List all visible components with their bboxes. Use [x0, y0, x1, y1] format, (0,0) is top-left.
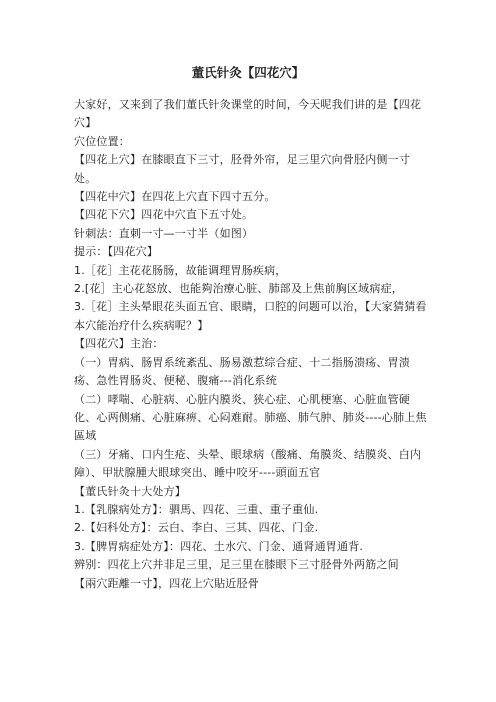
location-heading: 穴位位置：	[74, 134, 130, 148]
distinction-note: 辨别：四花上穴并非足三里，足三里在膝眼下三寸胫骨外两筋之间	[74, 558, 399, 572]
hint-heading: 提示：【四花穴】	[74, 245, 159, 259]
distance-note: 【兩穴距離一寸】，四花上穴貼近胫骨	[74, 576, 259, 590]
needling-method: 针刺法：直刺一寸—一寸半（如图）	[74, 226, 254, 240]
indication-heart-lung: （二）哮喘、心脏病、心脏内膜炎、狭心症、心肌梗塞、心脏血管硬化、心两侧痛、心脏麻痹、心闷难耐。肺癌、肺气肿、肺炎----心肺上焦區域	[74, 392, 427, 443]
middle-point-location: 【四花中穴】在四花上穴直下四寸五分。	[74, 190, 276, 204]
hint-item-2: 2.[花］主心花怒放、也能夠治療心脏、肺部及上焦前胸区域病症，	[74, 282, 403, 296]
prescriptions-heading: 【董氏针灸十大处方】	[74, 484, 186, 498]
lower-point-location: 【四花下穴】四花中穴直下五寸处。	[74, 208, 254, 222]
page-title: 董氏针灸【四花穴】	[191, 65, 305, 80]
hint-item-3: 3.［花］主头晕眼花头面五官、眼睛，口腔的问题可以治，【大家猜猜看本穴能治疗什么疾病呢？】	[74, 300, 427, 332]
indication-digestive: （一）胃病、肠胃系统紊乱、肠易激惹综合症、十二指肠溃疡、胃溃疡、急性胃肠炎、便秘、腹痛---消化系统	[74, 355, 410, 388]
indication-head-face: （三）牙痛、口内生疮、头晕、眼球病（酸痛、角膜炎、结膜炎、白内障）、甲狀腺腫大眼球突出、睡中咬牙----頭面五官	[74, 447, 422, 480]
document-body	[74, 96, 428, 593]
prescription-3: 3.【脾胃病症处方】：四花、土水穴、门金、通肾通胃通背.	[74, 539, 364, 553]
intro-paragraph: 大家好，又来到了我们董氏针灸课堂的时间，今天呢我们讲的是【四花穴】	[74, 98, 422, 130]
prescription-2: 2.【妇科处方】：云白、李白、三其、四花、门金.	[74, 521, 319, 535]
prescription-1: 1.【乳腺病处方】：驷馬、四花、三重、重子重仙.	[74, 502, 319, 516]
indications-heading: 【四花穴】主治：	[74, 337, 164, 351]
hint-item-1: 1.［花］主花花肠肠，故能调理胃肠疾病，	[74, 263, 287, 277]
upper-point-location: 【四花上穴】在膝眼直下三寸，胫骨外帘，足三里穴向骨胫内侧一寸处。	[74, 153, 410, 185]
